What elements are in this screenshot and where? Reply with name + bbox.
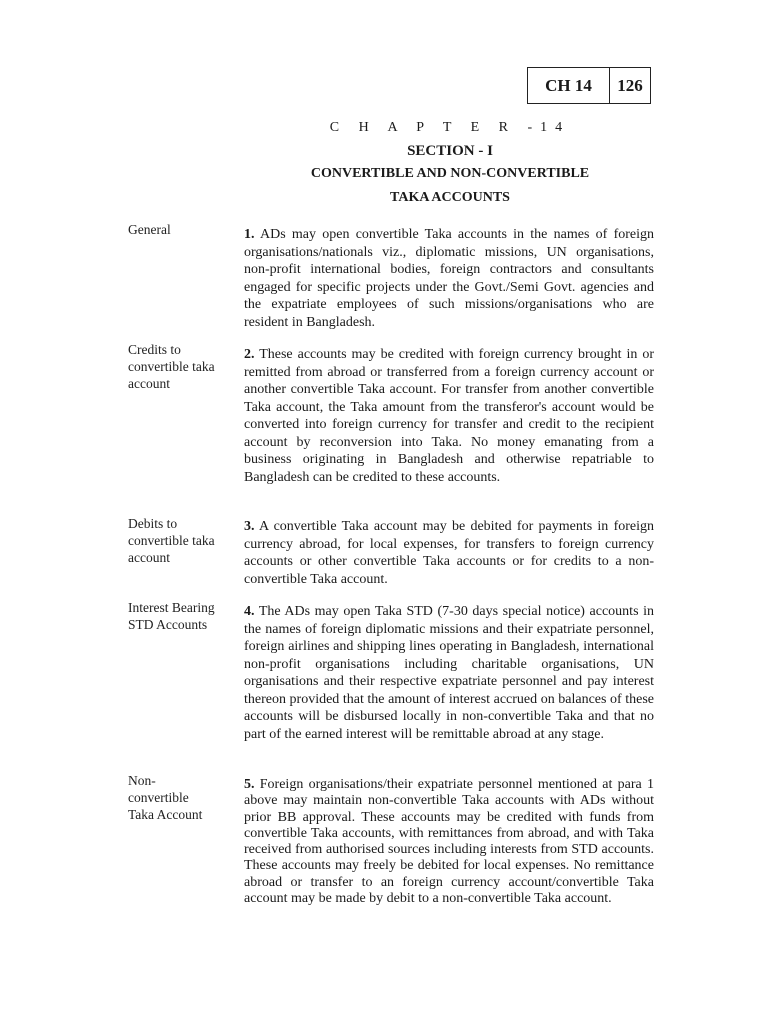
paragraph-number: 1. bbox=[244, 227, 255, 242]
side-label-interest bbox=[128, 599, 228, 633]
paragraph-5 bbox=[244, 777, 654, 907]
paragraph-text: ADs may open convertible Taka accounts in the names of foreign organisations/nationals viz., diplomatic missions, UN organisations, non-profit international bodies, foreign contractors and consultants engaged for specific projects under the Govt./Semi Govt. agencies and the expatriate employees of such missions/organisations who are resident in Bangladesh. bbox=[244, 227, 654, 330]
paragraph-number: 3. bbox=[244, 519, 255, 534]
side-label-debits bbox=[128, 515, 228, 566]
page-number: 126 bbox=[617, 75, 643, 95]
paragraph-number: 5. bbox=[244, 777, 255, 792]
side-label-line: General bbox=[128, 222, 171, 237]
paragraph-text: Foreign organisations/their expatriate personnel mentioned at para 1 above may maintain non-convertible Taka accounts with ADs without prior BB approval. These accounts may be credited with funds from convertible Taka accounts, with remittances from abroad, and with Taka received from authorised sources including interests from STD accounts. These accounts may freely be debited for local expenses. No remittance abroad or transfer to an foreign currency account/convertible Taka account may be made by debit to a non-convertible Taka account. bbox=[244, 777, 655, 907]
side-label-line: convertible taka bbox=[128, 359, 215, 374]
side-label-line: Non- bbox=[128, 773, 156, 788]
side-label-line: account bbox=[128, 376, 170, 391]
side-label-line: STD Accounts bbox=[128, 617, 208, 632]
paragraph-4 bbox=[244, 603, 654, 743]
paragraph-3 bbox=[244, 518, 654, 588]
paragraph-2 bbox=[244, 346, 654, 486]
paragraph-text: These accounts may be credited with foreign currency brought in or remitted from abroad or transferred from a foreign currency account or another convertible Taka account. For transfer from another convertible Taka account, the Taka amount from the transferor's account would be converted into foreign currency for transfer and credit to the recipient account by reconversion into Taka. No money emanating from a business originating in Bangladesh and otherwise repatriable to Bangladesh can be credited to these accounts. bbox=[244, 347, 655, 485]
side-label-non-convertible bbox=[128, 772, 228, 823]
side-label-line: Taka Account bbox=[128, 807, 203, 822]
paragraph-text: A convertible Taka account may be debited for payments in foreign currency abroad, for local expenses, for transfers to foreign currency accounts or other convertible Taka accounts or for credits to a non-convertible Taka account. bbox=[244, 519, 654, 587]
section-heading: SECTION - I bbox=[407, 143, 493, 159]
chapter-heading: C H A P T E R -14 bbox=[329, 120, 571, 135]
side-label-line: Debits to bbox=[128, 516, 178, 531]
paragraph-1 bbox=[244, 226, 654, 331]
side-label-line: convertible bbox=[128, 790, 189, 805]
side-label-line: convertible taka bbox=[128, 533, 215, 548]
paragraph-number: 4. bbox=[244, 604, 255, 619]
chapter-ref: CH 14 bbox=[528, 68, 610, 103]
paragraph-number: 2. bbox=[244, 347, 255, 362]
title-line-1: CONVERTIBLE AND NON-CONVERTIBLE bbox=[310, 166, 590, 181]
paragraph-text: The ADs may open Taka STD (7-30 days special notice) accounts in the names of foreign diplomatic missions and their expatriate personnel, foreign airlines and shipping lines operating in Bangladesh, international non-profit organisations including charitable organisations, UN organisations and their respective expatriate personnel and pay interest thereon provided that the amount of interest accrued on balances of these accounts will be disbursed locally in non-convertible Taka and that no part of the earned interest will be remittable abroad at any stage. bbox=[244, 604, 654, 742]
chapter-page-box bbox=[527, 67, 651, 104]
side-label-line: Credits to bbox=[128, 342, 181, 357]
side-label-general bbox=[128, 221, 228, 238]
title-line-2: TAKA ACCOUNTS bbox=[390, 190, 510, 205]
side-label-line: account bbox=[128, 550, 170, 565]
side-label-line: Interest Bearing bbox=[128, 600, 215, 615]
side-label-credits bbox=[128, 341, 228, 392]
